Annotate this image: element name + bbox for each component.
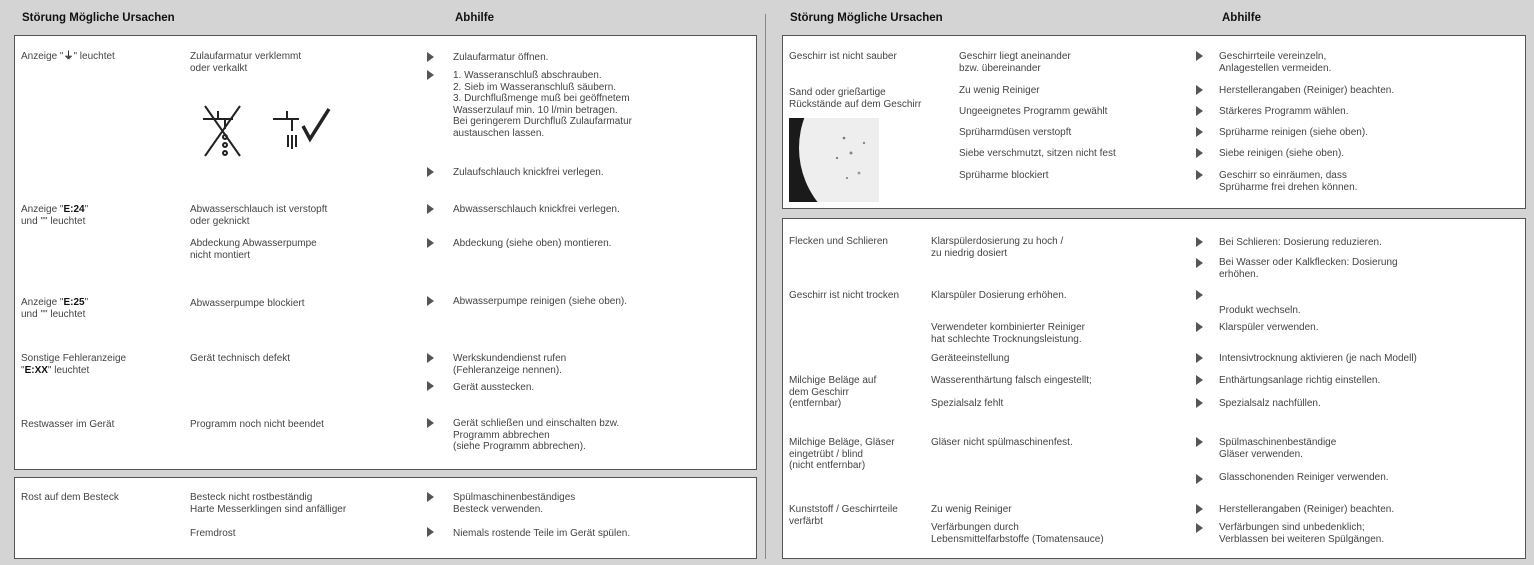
left-header-abhilfe: Abhilfe	[455, 12, 494, 24]
arrow-right-icon	[1196, 51, 1203, 61]
arrow-right-icon	[427, 527, 434, 537]
arrow-right-icon	[1196, 148, 1203, 158]
fix-produkt-wechseln: Produkt wechseln.	[1219, 305, 1301, 316]
cause-programm-gewaehlt: Ungeeignetes Programm gewählt	[959, 106, 1108, 117]
arrow-right-icon	[1196, 523, 1203, 533]
fix-glaeser-bestaendig: Spülmaschinenbeständige Gläser verwenden.	[1219, 437, 1337, 460]
cause-abwasserpumpe: Abwasserpumpe blockiert	[190, 298, 305, 309]
arrow-right-icon	[1196, 127, 1203, 137]
cause-geraeteeinstellung: Geräteeinstellung	[931, 353, 1010, 364]
fix-schlieren: Bei Schlieren: Dosierung reduzieren.	[1219, 237, 1382, 248]
arrow-right-icon	[1196, 353, 1203, 363]
symptom-milchig-entfernbar: Milchige Beläge auf dem Geschirr (entfernbar)	[789, 375, 877, 409]
symptom-restwasser: Restwasser im Gerät	[21, 419, 115, 430]
symptom-milchig-blind: Milchige Beläge, Gläser eingetrübt / blind (nicht entfernbar)	[789, 437, 895, 471]
arrow-right-icon	[427, 70, 434, 80]
fix-rostende-teile: Niemals rostende Teile im Gerät spülen.	[453, 528, 631, 539]
cause-defekt: Gerät technisch defekt	[190, 353, 291, 364]
fix-verfaerbungen: Verfärbungen sind unbedenklich; Verblassen bei weiteren Spülgängen.	[1219, 522, 1385, 545]
fix-ausstecken: Gerät ausstecken.	[453, 382, 535, 393]
arrow-right-icon	[1196, 398, 1203, 408]
arrow-right-icon	[1196, 504, 1203, 514]
right-sauber-table	[782, 35, 1526, 209]
fix-einraeumen: Geschirr so einräumen, dass Sprüharme frei drehen können.	[1219, 170, 1358, 193]
symptom-nicht-sauber: Geschirr ist nicht sauber	[789, 51, 897, 62]
fix-enthaertung: Enthärtungsanlage richtig einstellen.	[1219, 375, 1381, 386]
cause-siebe: Siebe verschmutzt, sitzen nicht fest	[959, 148, 1116, 159]
cause-abdeckung: Abdeckung Abwasserpumpe nicht montiert	[190, 238, 317, 261]
fix-kalkflecken: Bei Wasser oder Kalkflecken: Dosierung erhöhen.	[1219, 257, 1398, 280]
fix-abwasserpumpe: Abwasserpumpe reinigen (siehe oben).	[453, 296, 627, 307]
fix-zulauf-2: 1. Wasseranschluß abschrauben. 2. Sieb im Wasseranschluß säubern. 3. Durchflußmenge muß bei geöffnetem Wasserzulauf min. 10 l/min betragen. Bei geringerem Durchfluß Zulaufarmatur austauschen lassen.	[453, 70, 632, 139]
arrow-right-icon	[1196, 322, 1203, 332]
arrow-right-icon	[1196, 258, 1203, 268]
arrow-right-icon	[427, 52, 434, 62]
symptom-e24: Anzeige "E:24" und "" leuchtet	[21, 204, 89, 227]
fix-kundendienst: Werkskundendienst rufen (Fehleranzeige nennen).	[453, 353, 567, 376]
cause-glaeser: Gläser nicht spülmaschinenfest.	[931, 437, 1073, 448]
fix-programm: Gerät schließen und einschalten bzw. Programm abbrechen (siehe Programm abbrechen).	[453, 418, 620, 452]
dish-photo	[789, 118, 879, 202]
cause-sprueharme-blockiert: Sprüharme blockiert	[959, 170, 1049, 181]
cause-klarspueler-dosierung: Klarspülerdosierung zu hoch / zu niedrig dosiert	[931, 236, 1064, 259]
fix-siebe-reinigen: Siebe reinigen (siehe oben).	[1219, 148, 1345, 159]
arrow-right-icon	[1196, 106, 1203, 116]
symptom-rost: Rost auf dem Besteck	[21, 492, 119, 503]
arrow-right-icon	[1196, 170, 1203, 180]
fix-glasschonend: Glasschonenden Reiniger verwenden.	[1219, 472, 1389, 483]
fix-vereinzeln: Geschirrteile vereinzeln, Anlagestellen vermeiden.	[1219, 51, 1332, 74]
cause-farbstoffe: Verfärbungen durch Lebensmittelfarbstoffe (Tomatensauce)	[931, 522, 1104, 545]
arrow-right-icon	[427, 296, 434, 306]
cause-rostbestaendig: Besteck nicht rostbeständig Harte Messerklingen sind anfälliger	[190, 492, 347, 515]
arrow-right-icon	[1196, 375, 1203, 385]
fix-herstellerangaben-2: Herstellerangaben (Reiniger) beachten.	[1219, 504, 1395, 515]
cause-programm: Programm noch nicht beendet	[190, 419, 324, 430]
fix-klarspueler-verwenden: Klarspüler verwenden.	[1219, 322, 1319, 333]
fix-zulauf-1: Zulaufarmatur öffnen.	[453, 52, 549, 63]
symptom-flecken: Flecken und Schlieren	[789, 236, 888, 247]
arrow-right-icon	[427, 204, 434, 214]
right-header-abhilfe: Abhilfe	[1222, 12, 1261, 24]
left-main-table	[14, 35, 757, 470]
cause-duesen: Sprüharmdüsen verstopft	[959, 127, 1072, 138]
left-header-col1: Störung Mögliche Ursachen	[22, 12, 175, 24]
cause-wasserenthaertung: Wasserenthärtung falsch eingestellt;	[931, 375, 1092, 386]
arrow-right-icon	[1196, 437, 1203, 447]
fix-abdeckung: Abdeckung (siehe oben) montieren.	[453, 238, 612, 249]
cause-klarspueler-erhoehen: Klarspüler Dosierung erhöhen.	[931, 290, 1067, 301]
right-flecken-table	[782, 218, 1526, 559]
cause-aneinander: Geschirr liegt aneinander bzw. übereinander	[959, 51, 1071, 74]
fix-herstellerangaben: Herstellerangaben (Reiniger) beachten.	[1219, 85, 1395, 96]
arrow-right-icon	[427, 167, 434, 177]
tap-symbol: ⏚	[63, 51, 74, 62]
symptom-sand: Sand oder grießartige Rückstände auf dem Geschirr	[789, 87, 922, 110]
symptom-kunststoff: Kunststoff / Geschirrteile verfärbt	[789, 504, 898, 527]
arrow-right-icon	[1196, 237, 1203, 247]
cause-kombi-reiniger: Verwendeter kombinierter Reiniger hat schlechte Trocknungsleistung.	[931, 322, 1085, 345]
cause-spezialsalz: Spezialsalz fehlt	[931, 398, 1004, 409]
left-rost-table	[14, 477, 757, 559]
fix-sprueharme-reinigen: Sprüharme reinigen (siehe oben).	[1219, 127, 1368, 138]
cause-zu-wenig-reiniger: Zu wenig Reiniger	[959, 85, 1040, 96]
cause-fremdrost: Fremdrost	[190, 528, 236, 539]
fix-abwasserschlauch: Abwasserschlauch knickfrei verlegen.	[453, 204, 620, 215]
cause-zu-wenig-reiniger-2: Zu wenig Reiniger	[931, 504, 1012, 515]
cause-zulaufarmatur: Zulaufarmatur verklemmt oder verkalkt	[190, 51, 302, 74]
fix-intensivtrocknung: Intensivtrocknung aktivieren (je nach Modell)	[1219, 353, 1417, 364]
arrow-right-icon	[427, 238, 434, 248]
arrow-right-icon	[427, 492, 434, 502]
arrow-right-icon	[1196, 474, 1203, 484]
symptom-e25: Anzeige "E:25" und "" leuchtet	[21, 297, 89, 320]
right-header-col1: Störung Mögliche Ursachen	[790, 12, 943, 24]
arrow-right-icon	[427, 353, 434, 363]
fix-besteck: Spülmaschinenbeständiges Besteck verwenden.	[453, 492, 576, 515]
cause-abwasserschlauch: Abwasserschlauch ist verstopft oder geknickt	[190, 204, 328, 227]
fix-spezialsalz: Spezialsalz nachfüllen.	[1219, 398, 1321, 409]
fix-staerkeres-programm: Stärkeres Programm wählen.	[1219, 106, 1349, 117]
arrow-right-icon	[1196, 85, 1203, 95]
arrow-right-icon	[1196, 290, 1203, 300]
arrow-right-icon	[427, 418, 434, 428]
symptom-exx: Sonstige Fehleranzeige "E:XX" leuchtet	[21, 353, 127, 376]
fix-zulauf-3: Zulaufschlauch knickfrei verlegen.	[453, 167, 604, 178]
column-divider	[765, 14, 766, 559]
symptom-nicht-trocken: Geschirr ist nicht trocken	[789, 290, 900, 301]
arrow-right-icon	[427, 381, 434, 391]
symptom-zulauf: Anzeige "⏚" leuchtet	[21, 51, 115, 62]
water-tap-icon	[195, 101, 335, 171]
